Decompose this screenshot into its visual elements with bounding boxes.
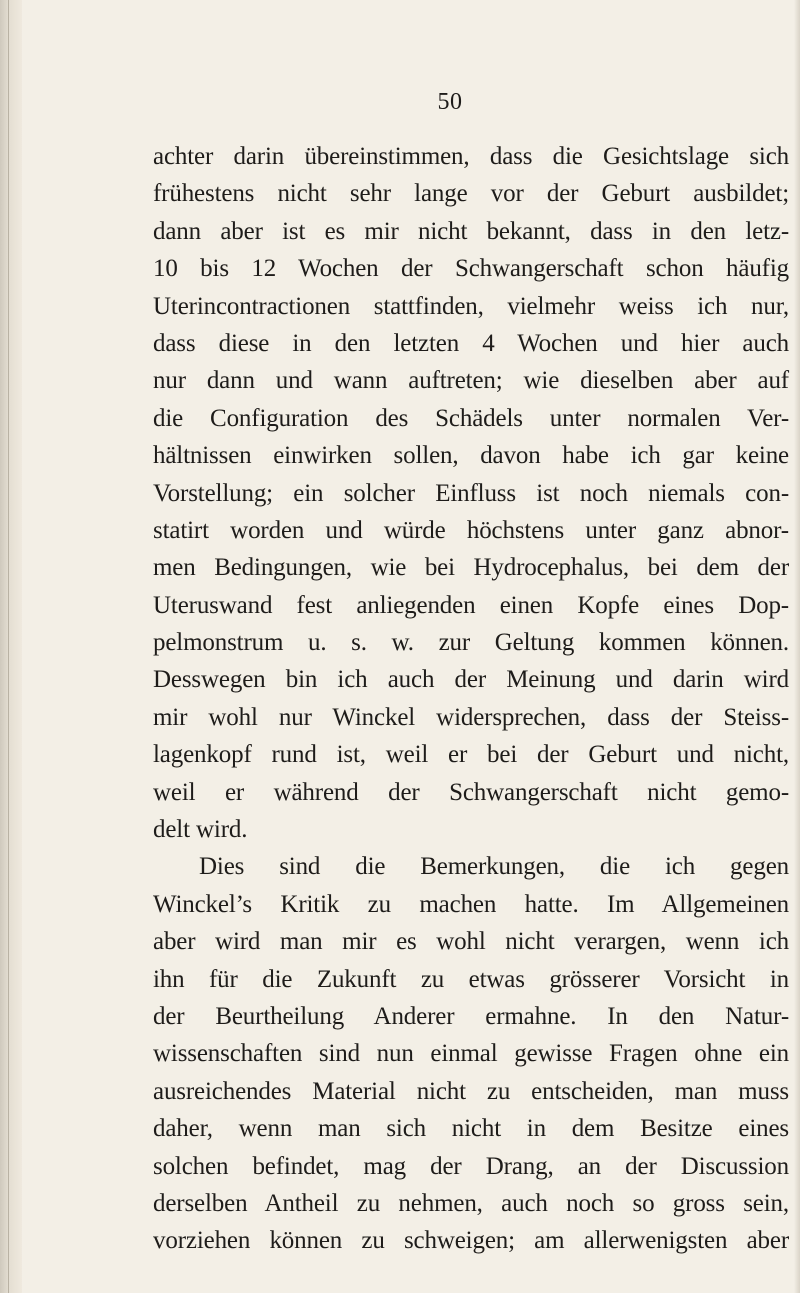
text-line: men Bedingungen, wie bei Hydrocephalus, bei dem der [153,554,789,582]
text-line: die Configuration des Schädels unter normalen Ver- [153,404,789,432]
text-line: ausreichendes Material nicht zu entscheiden, man muss [153,1077,789,1105]
text-line: pelmonstrum u. s. w. zur Geltung kommen können. [153,629,789,657]
text-line: daher, wenn man sich nicht in dem Besitze eines [153,1115,789,1143]
text-line: Uteruswand fest anliegenden einen Kopfe eines Dop- [153,591,789,619]
text-line: weil er während der Schwangerschaft nicht gemo- [153,778,789,806]
text-line: achter darin übereinstimmen, dass die Gesichtslage sich [153,143,789,170]
binding-edge [8,0,9,1293]
text-line: solchen befindet, mag der Drang, an der Discussion [153,1152,789,1180]
text-line: aber wird man mir es wohl nicht verargen, wenn ich [153,928,789,956]
text-line: ihn für die Zukunft zu etwas grösserer Vorsicht in [153,965,789,993]
text-line: Winckel’s Kritik zu machen hatte. Im Allgemeinen [153,890,789,918]
text-line: nur dann und wann auftreten; wie dieselben aber auf [153,367,789,395]
text-line: vorziehen können zu schweigen; am allerwenigsten aber [153,1227,789,1255]
body-text [153,138,789,1260]
text-line-paragraph-start: Dies sind die Bemerkungen, die ich gegen [199,853,789,881]
text-line: statirt worden und würde höchstens unter ganz abnor- [153,516,789,544]
text-line: hältnissen einwirken sollen, davon habe ich gar keine [153,442,789,470]
text-line: dann aber ist es mir nicht bekannt, dass in den letz- [153,217,789,245]
text-line: Desswegen bin ich auch der Meinung und darin wird [153,666,789,694]
text-line: dass diese in den letzten 4 Wochen und hier auch [153,329,789,357]
page-number: 50 [437,89,463,115]
text-line-paragraph-end: delt wird. [153,816,248,844]
text-line: lagenkopf rund ist, weil er bei der Geburt und nicht, [153,741,789,769]
text-line: mir wohl nur Winckel widersprechen, dass der Steiss- [153,703,789,731]
text-line: Vorstellung; ein solcher Einfluss ist noch niemals con- [153,479,789,507]
text-line: der Beurtheilung Anderer ermahne. In den Natur- [153,1002,789,1030]
text-line: frühestens nicht sehr lange vor der Geburt ausbildet; [153,180,789,208]
text-line: wissenschaften sind nun einmal gewisse Fragen ohne ein [153,1040,789,1068]
text-line: Uterincontractionen stattfinden, vielmehr weiss ich nur, [153,292,789,320]
page-gutter-shadow [0,0,22,1293]
text-line: derselben Antheil zu nehmen, auch noch so gross sein, [153,1189,789,1217]
page-right-edge [794,0,800,1293]
text-line: 10 bis 12 Wochen der Schwangerschaft schon häufig [153,255,789,283]
